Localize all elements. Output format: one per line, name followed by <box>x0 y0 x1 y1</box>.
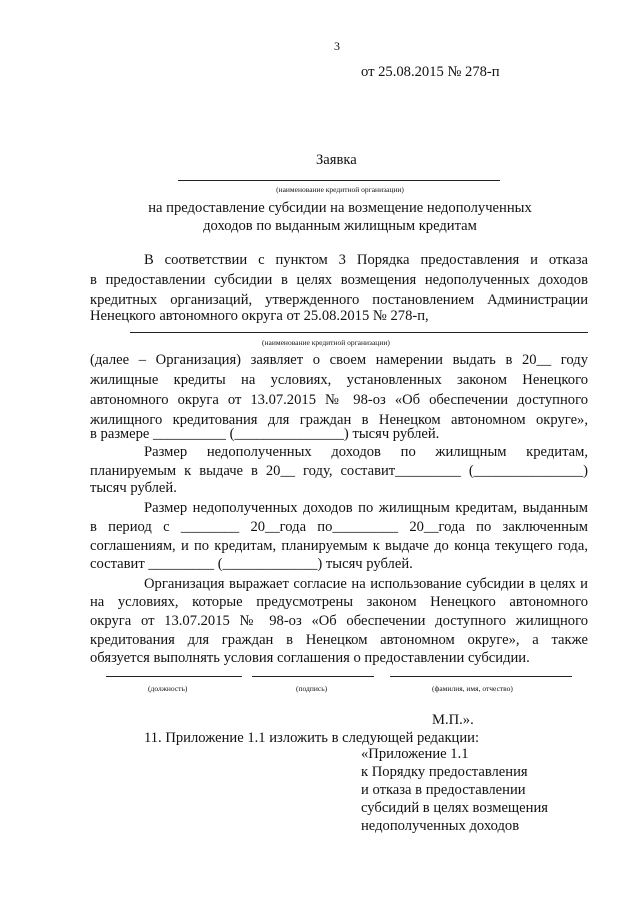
para5-line-4: кредитования для граждан в Ненецком автономном округе», а также <box>90 632 588 648</box>
sign-signature-line <box>252 676 374 677</box>
org-name-line-2 <box>130 332 588 333</box>
org-name-line <box>178 180 500 181</box>
stamp-mark: М.П.». <box>432 712 474 728</box>
para5-line-5: обязуется выполнять условия соглашения о предоставлении субсидии. <box>90 650 530 666</box>
resolution-reference: от 25.08.2015 № 278-п <box>361 64 500 80</box>
para3-line-1: Размер недополученных доходов по жилищным кредитам, <box>144 444 588 460</box>
subtitle-line-2: доходов по выданным жилищным кредитам <box>203 218 477 234</box>
position-signature-line <box>106 676 242 677</box>
name-signature-line <box>390 676 572 677</box>
para2-line-1: (далее – Организация) заявляет о своем намерении выдать в 20__ году <box>90 352 588 368</box>
name-caption: (фамилия, имя, отчество) <box>432 684 513 693</box>
para4-line-1: Размер недополученных доходов по жилищным кредитам, выданным <box>144 500 588 516</box>
para2-line-3: автономного округа от 13.07.2015 № 98-оз «Об обеспечении доступного <box>90 392 588 408</box>
para1-line-2: в предоставлении субсидии в целях возмещения недополученных доходов <box>90 272 588 288</box>
para4-line-2: в период с ________ 20__года по_________ 20__года по заключенным <box>90 519 588 535</box>
para2-line-2: жилищные кредиты на условиях, установленных законом Ненецкого <box>90 372 588 388</box>
para1-line-3: кредитных организаций, утвержденного постановлением Администрации <box>90 292 588 308</box>
para2-line-4: жилищного кредитования для граждан в Ненецком автономном округе», <box>90 412 588 428</box>
appendix-line-5: недополученных доходов <box>361 818 520 834</box>
document-title: Заявка <box>316 152 357 168</box>
para1-line-1: В соответствии с пунктом 3 Порядка предоставления и отказа <box>144 252 588 268</box>
para3-line-2: планируемым к выдаче в 20__ году, составит_________ (_______________) <box>90 463 588 479</box>
para5-line-1: Организация выражает согласие на использование субсидии в целях и <box>144 576 588 592</box>
para3-line-3: тысяч рублей. <box>90 480 177 496</box>
para4-line-4: составит _________ (_____________) тысяч рублей. <box>90 556 413 572</box>
appendix-line-3: и отказа в предоставлении <box>361 782 526 798</box>
para1-line-4: Ненецкого автономного округа от 25.08.2015 № 278-п, <box>90 308 429 324</box>
item-11: 11. Приложение 1.1 изложить в следующей редакции: <box>144 730 480 746</box>
subtitle-line-1: на предоставление субсидии на возмещение недополученных <box>148 200 532 216</box>
sign-caption: (подпись) <box>296 684 328 693</box>
para4-line-3: соглашениям, и по кредитам, планируемым к выдаче до конца текущего года, <box>90 538 588 554</box>
org-name-caption: (наименование кредитной организации) <box>276 185 404 194</box>
para5-line-3: округа от 13.07.2015 № 98-оз «Об обеспечении доступного жилищного <box>90 613 588 629</box>
appendix-line-2: к Порядку предоставления <box>361 764 528 780</box>
position-caption: (должность) <box>148 684 188 693</box>
org-name-caption-2: (наименование кредитной организации) <box>262 338 390 347</box>
appendix-line-4: субсидий в целях возмещения <box>361 800 548 816</box>
page-number: 3 <box>334 39 340 53</box>
para5-line-2: на условиях, которые предусмотрены законом Ненецкого автономного <box>90 594 588 610</box>
appendix-line-1: «Приложение 1.1 <box>361 746 469 762</box>
para2-line-5: в размере __________ (_______________) тысяч рублей. <box>90 426 440 442</box>
